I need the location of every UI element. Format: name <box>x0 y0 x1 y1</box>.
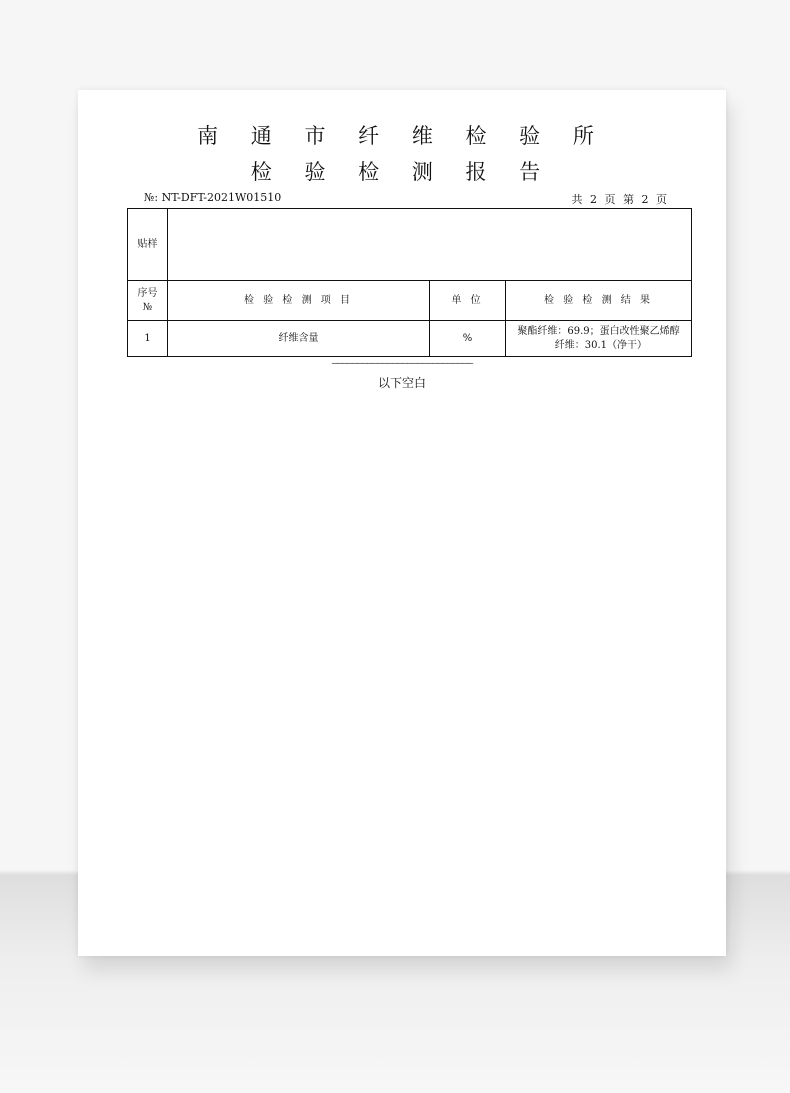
row-unit: % <box>430 321 506 357</box>
table-header-row <box>128 281 692 321</box>
table-row <box>128 321 692 357</box>
header-item: 检 验 检 测 项 目 <box>168 281 430 321</box>
end-divider: ———————————————————————————— <box>331 358 473 369</box>
row-item: 纤维含量 <box>168 321 430 357</box>
sample-area <box>168 209 692 281</box>
row-no: 1 <box>128 321 168 357</box>
results-table <box>127 208 692 357</box>
header-result: 检 验 检 测 结 果 <box>506 281 692 321</box>
page-counter: 共 2 页 第 2 页 <box>571 193 669 206</box>
header-unit: 单 位 <box>430 281 506 321</box>
sample-label: 贴样 <box>128 209 168 281</box>
institute-title: 南 通 市 纤 维 检 验 所 <box>197 124 607 148</box>
report-title: 检 验 检 测 报 告 <box>250 160 554 184</box>
row-result <box>506 321 692 357</box>
header-no: 序号 № <box>128 281 168 321</box>
sample-row <box>128 209 692 281</box>
end-note: 以下空白 <box>377 376 426 390</box>
report-page <box>78 90 726 956</box>
result-line-2: 纤维：30.1（净干） <box>554 339 648 351</box>
report-number: №: NT-DFT-2021W01510 <box>144 191 282 204</box>
result-line-1: 聚酯纤维：69.9；蛋白改性聚乙烯醇 <box>517 326 680 337</box>
